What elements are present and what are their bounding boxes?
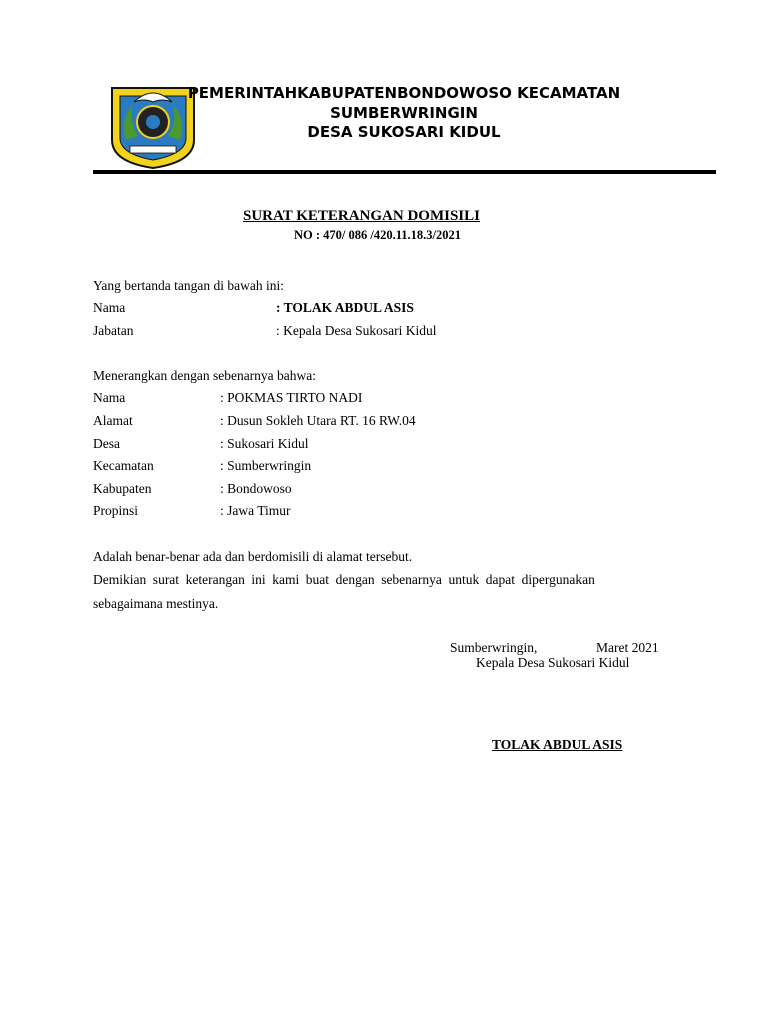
subject-regency-value: : Bondowoso bbox=[220, 481, 292, 496]
statement-text: Menerangkan dengan sebenarnya bahwa: bbox=[93, 368, 317, 383]
subject-village-value: : Sukosari Kidul bbox=[220, 436, 309, 451]
letter-title: SURAT KETERANGAN DOMISILI bbox=[243, 208, 480, 224]
signature-date: Maret 2021 bbox=[596, 640, 659, 655]
signature-place: Sumberwringin, bbox=[450, 640, 538, 655]
subject-village-label: Desa bbox=[93, 436, 120, 451]
subject-name-value: : POKMAS TIRTO NADI bbox=[220, 390, 363, 405]
subject-province-value: : Jawa Timur bbox=[220, 503, 291, 518]
header-village: DESA SUKOSARI KIDUL bbox=[307, 123, 501, 141]
subject-address-label: Alamat bbox=[93, 413, 133, 428]
subject-address-value: : Dusun Sokleh Utara RT. 16 RW.04 bbox=[220, 413, 416, 428]
signature-name: TOLAK ABDUL ASIS bbox=[492, 737, 623, 752]
intro-text: Yang bertanda tangan di bawah ini: bbox=[93, 278, 284, 293]
body-line-1: Adalah benar-benar ada dan berdomisili di alamat tersebut. bbox=[93, 549, 413, 564]
header-district: SUMBERWRINGIN bbox=[330, 104, 478, 122]
subject-province-label: Propinsi bbox=[93, 503, 139, 518]
signer-position-value: : Kepala Desa Sukosari Kidul bbox=[276, 323, 437, 338]
subject-name-label: Nama bbox=[93, 390, 126, 405]
signer-position-label: Jabatan bbox=[93, 323, 134, 338]
body-line-2: Demikian surat keterangan ini kami buat dengan sebenarnya untuk dapat dipergunakan bbox=[93, 572, 595, 587]
body-line-3: sebagaimana mestinya. bbox=[93, 596, 219, 611]
letter-number: NO : 470/ 086 /420.11.18.3/2021 bbox=[294, 228, 462, 242]
subject-district-value: : Sumberwringin bbox=[220, 458, 312, 473]
subject-district-label: Kecamatan bbox=[93, 458, 154, 473]
subject-regency-label: Kabupaten bbox=[93, 481, 152, 496]
header-rule-thick bbox=[93, 170, 716, 174]
signer-name-value: : TOLAK ABDUL ASIS bbox=[276, 300, 414, 315]
signer-name-label: Nama bbox=[93, 300, 126, 315]
signature-position: Kepala Desa Sukosari Kidul bbox=[476, 655, 630, 670]
header-government: PEMERINTAHKABUPATENBONDOWOSO KECAMATAN bbox=[187, 84, 621, 102]
